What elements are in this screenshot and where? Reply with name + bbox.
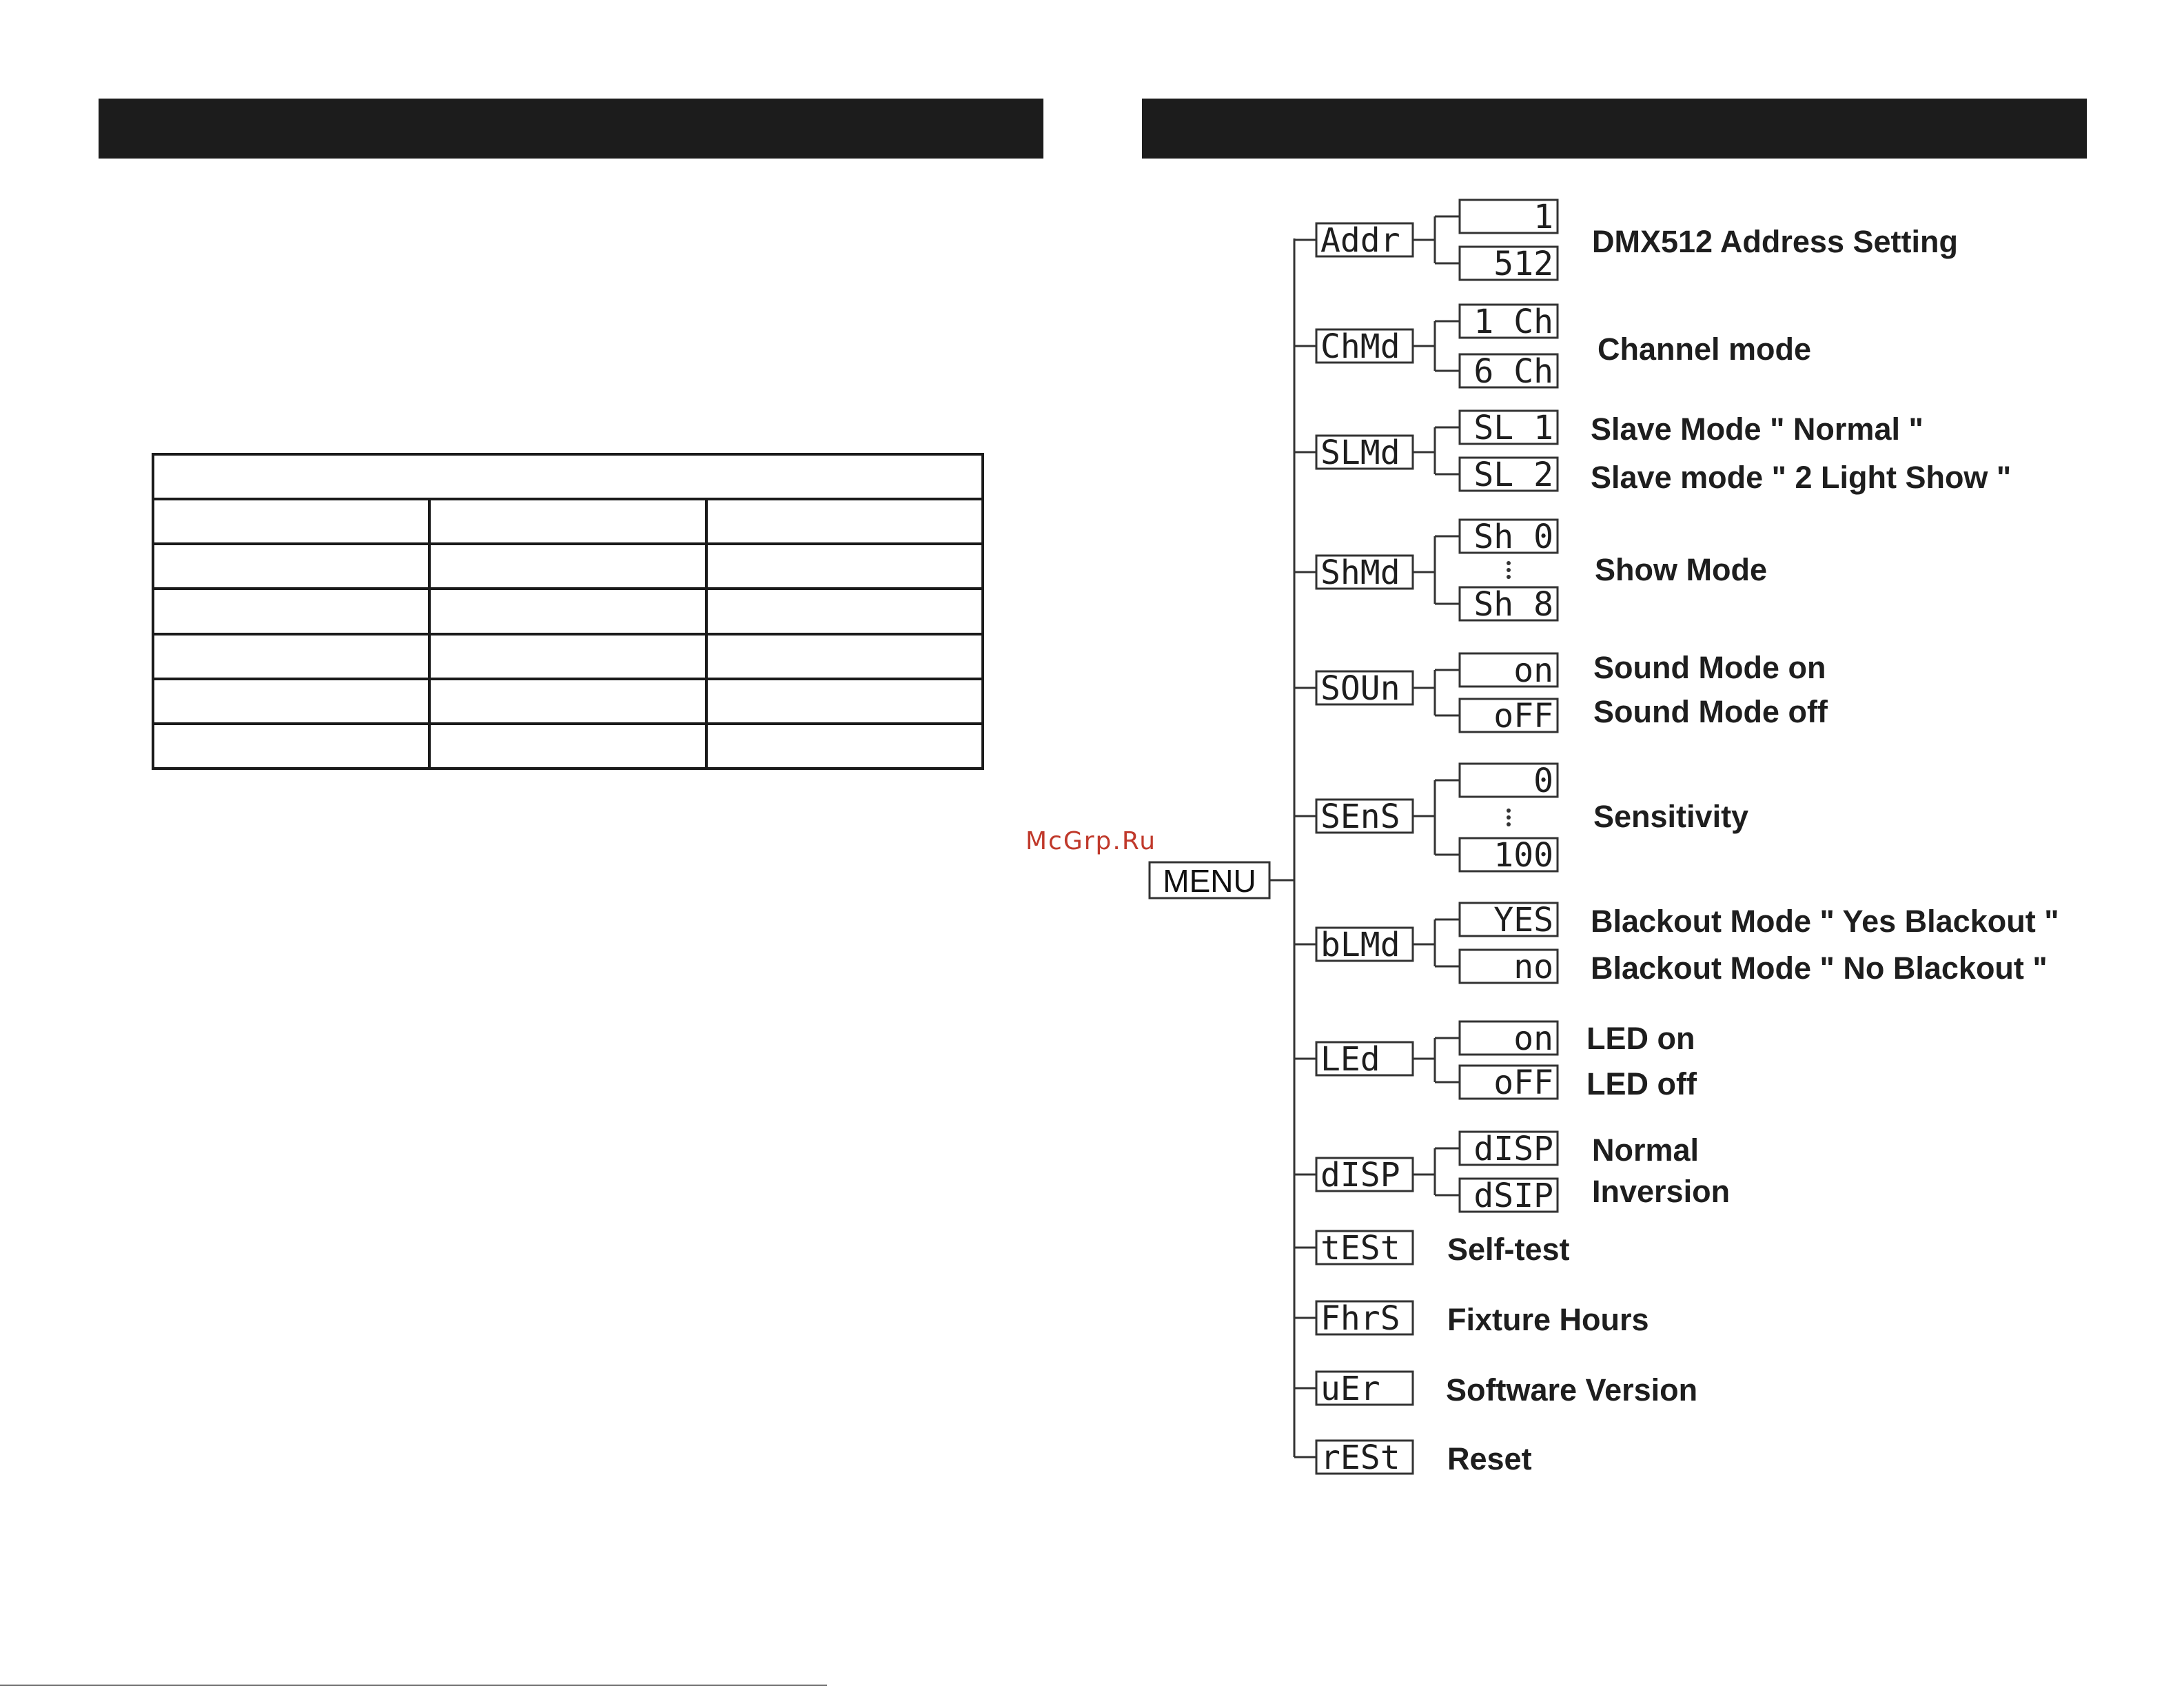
menu-item-description: Reset <box>1447 1441 1532 1476</box>
menu-item-blmd <box>1294 901 2059 986</box>
menu-item-disp <box>1294 1130 1730 1215</box>
menu-item-shmd <box>1294 518 1767 624</box>
watermark: McGrp.Ru <box>1025 827 1157 855</box>
ellipsis-dot <box>1507 575 1511 579</box>
lcd-sub-value: Sh 8 <box>1473 585 1553 624</box>
lcd-sub-value: 0 <box>1533 762 1553 800</box>
lcd-code: bLMd <box>1320 926 1400 964</box>
menu-item-rest <box>1294 1438 1532 1477</box>
lcd-sub-value: SL 2 <box>1473 456 1553 494</box>
lcd-code: tESt <box>1320 1229 1400 1268</box>
menu-item-description: Blackout Mode " No Blackout " <box>1591 950 2048 986</box>
lcd-sub-value: SL 1 <box>1473 409 1553 447</box>
menu-item-slmd <box>1294 409 2011 495</box>
ellipsis-dot <box>1507 815 1511 820</box>
menu-item-test <box>1294 1229 1570 1268</box>
menu-item-description: LED off <box>1586 1066 1697 1101</box>
menu-item-soun <box>1294 650 1828 735</box>
lcd-code: rESt <box>1320 1438 1400 1477</box>
lcd-sub-value: 1 Ch <box>1473 303 1553 341</box>
ellipsis-dot <box>1507 561 1511 565</box>
menu-item-description: Software Version <box>1446 1372 1698 1407</box>
menu-root-label: MENU <box>1163 863 1256 899</box>
ellipsis-dot <box>1507 568 1511 572</box>
lcd-sub-value: oFF <box>1493 697 1553 735</box>
menu-item-chmd <box>1294 303 1811 391</box>
menu-item-sens <box>1294 762 1748 875</box>
menu-item-description: Sound Mode off <box>1593 694 1828 729</box>
menu-item-description: LED on <box>1586 1021 1695 1056</box>
lcd-code: SEnS <box>1320 797 1400 836</box>
lcd-code: SOUn <box>1320 669 1400 708</box>
menu-item-description: Self-test <box>1447 1232 1570 1267</box>
menu-item-led <box>1294 1019 1697 1102</box>
lcd-sub-value: 1 <box>1533 198 1553 236</box>
lcd-sub-value: on <box>1513 651 1553 690</box>
lcd-sub-value: YES <box>1493 901 1553 939</box>
bottom-divider <box>0 1685 827 1686</box>
lcd-code: LEd <box>1320 1040 1380 1079</box>
lcd-sub-value: Sh 0 <box>1473 518 1553 556</box>
menu-item-description: Show Mode <box>1595 552 1767 587</box>
lcd-code: FhrS <box>1320 1299 1400 1338</box>
lcd-sub-value: oFF <box>1493 1064 1553 1102</box>
lcd-code: dISP <box>1320 1156 1400 1194</box>
menu-item-uer <box>1294 1370 1697 1408</box>
ellipsis-dot <box>1507 809 1511 813</box>
lcd-sub-value: dISP <box>1473 1130 1553 1168</box>
lcd-sub-value: no <box>1513 948 1553 986</box>
menu-item-description: Slave mode " 2 Light Show " <box>1591 460 2012 495</box>
lcd-code: ShMd <box>1320 553 1400 592</box>
lcd-sub-value: dSIP <box>1473 1177 1553 1215</box>
menu-item-description: Slave Mode " Normal " <box>1591 411 1923 447</box>
menu-item-description: Normal <box>1592 1132 1700 1168</box>
lcd-code: uEr <box>1320 1370 1380 1408</box>
menu-item-fhrs <box>1294 1299 1649 1338</box>
menu-item-description: Sound Mode on <box>1593 650 1826 685</box>
menu-item-description: Fixture Hours <box>1447 1302 1649 1337</box>
lcd-sub-value: 6 Ch <box>1473 352 1553 391</box>
lcd-code: SLMd <box>1320 434 1400 472</box>
menu-item-description: Inversion <box>1592 1174 1731 1209</box>
lcd-sub-value: on <box>1513 1019 1553 1058</box>
menu-item-description: DMX512 Address Setting <box>1592 224 1958 259</box>
ellipsis-dot <box>1507 822 1511 826</box>
menu-item-description: Blackout Mode " Yes Blackout " <box>1591 904 2059 939</box>
lcd-code: Addr <box>1320 221 1400 260</box>
menu-item-description: Sensitivity <box>1593 799 1749 834</box>
lcd-sub-value: 512 <box>1493 245 1553 283</box>
lcd-sub-value: 100 <box>1493 836 1553 875</box>
menu-item-addr <box>1294 198 1958 283</box>
menu-root-box <box>1150 862 1269 899</box>
lcd-code: ChMd <box>1320 327 1400 366</box>
menu-item-description: Channel mode <box>1598 332 1812 367</box>
